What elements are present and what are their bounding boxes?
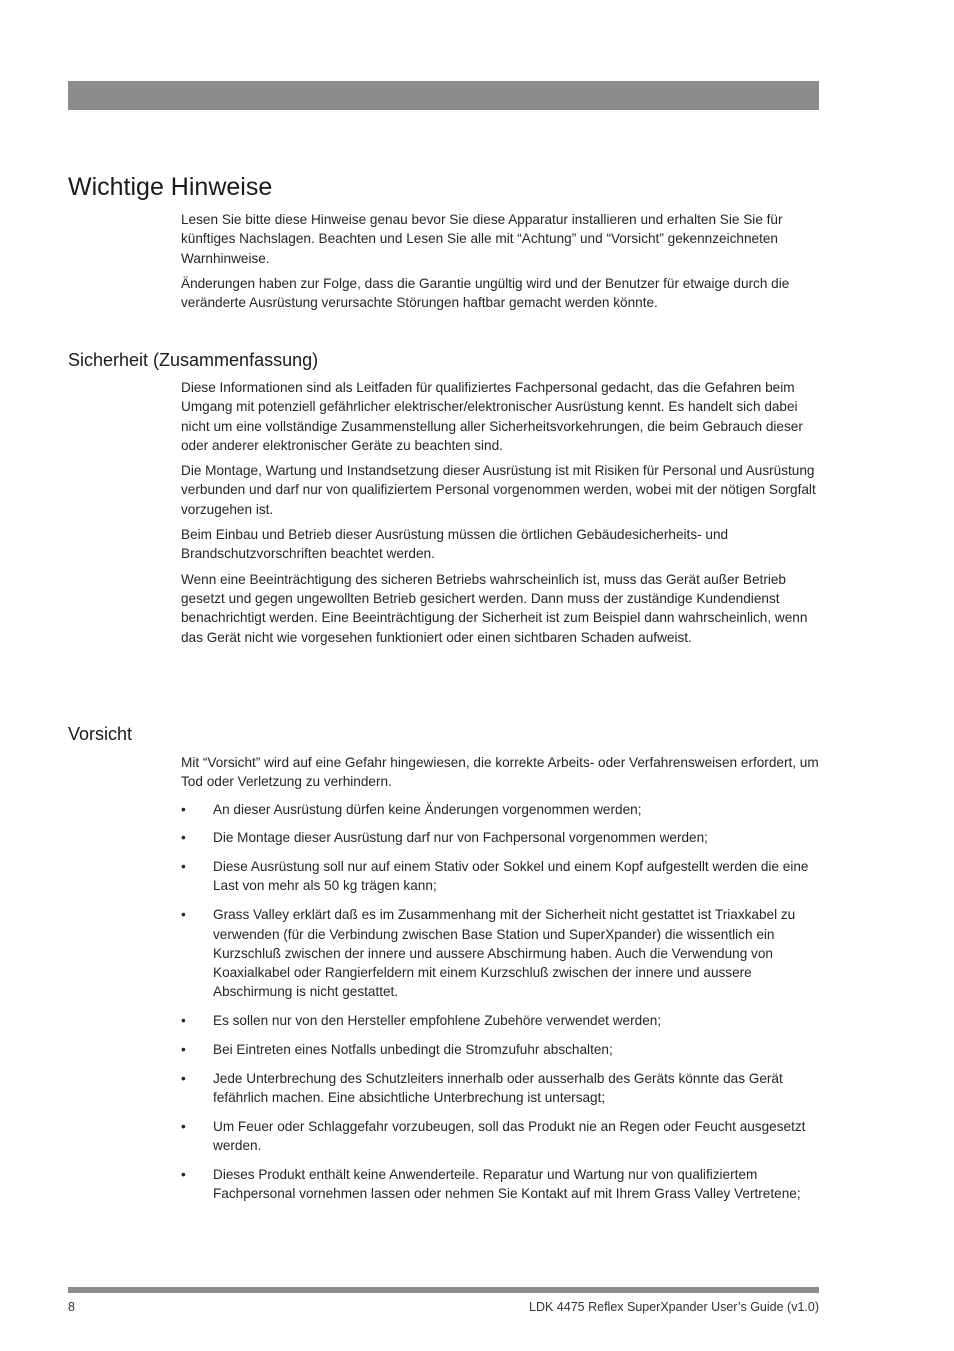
footer-rule-bar: [68, 1287, 819, 1293]
safety-paragraph: Beim Einbau und Betrieb dieser Ausrüstung müssen die örtlichen Gebäudesicherheits- und Brandschutzvorschriften beachtet werden.: [181, 527, 729, 562]
list-item: [181, 857, 819, 896]
list-item: [181, 1069, 819, 1108]
list-item: [181, 1011, 819, 1030]
bullet-icon: •: [181, 1118, 186, 1134]
intro-paragraph: Lesen Sie bitte diese Hinweise genau bevor Sie diese Apparatur installieren und erhalten Sie Sie für künftiges Nachslagen. Beachten und Lesen Sie alle mit “Achtung” und “Vorsicht” gekennzeichneten Warnhinweise.: [181, 212, 783, 266]
list-item-text: Um Feuer oder Schlaggefahr vorzubeugen, soll das Produkt nie an Regen oder Feucht ausgesetzt werden.: [213, 1118, 806, 1154]
section-heading-caution: Vorsicht: [68, 724, 133, 744]
safety-paragraph: Wenn eine Beeinträchtigung des sicheren Betriebs wahrscheinlich ist, muss das Gerät außer Betrieb gesetzt und gegen ungewollten Betrieb gesichert werden. Dann muss der zuständige Kundendienst benachrichtigt werden. Eine Beeinträchtigung der Sicherheit ist zum Beispiel dann wahrscheinlich, wenn das Gerät nicht wie vorgesehen funktioniert oder einen sichtbaren Schaden aufweist.: [181, 571, 808, 645]
caution-section: [181, 753, 819, 1213]
bullet-icon: •: [181, 801, 186, 817]
document-title: LDK 4475 Reflex SuperXpander User’s Guide (v1.0): [529, 1300, 819, 1314]
section-heading-safety: Sicherheit (Zusammenfassung): [68, 350, 319, 370]
list-item-text: Grass Valley erklärt daß es im Zusammenhang mit der Sicherheit nicht gestattet ist Triaxkabel zu verwenden (für die Verbindung zwischen Base Station und SuperXpander) die wissentlich ein Kurzschluß zwischen der innere und aussere Abschirmung haben. Auch die Verwendung von Koaxialkabel oder Rangierfeldern mit einem Kurzschluß zwischen der innere und aussere Abschirmung is nicht gestattet.: [213, 907, 796, 1000]
header-rule-bar: [68, 81, 819, 110]
bullet-icon: •: [181, 1167, 186, 1183]
list-item: [181, 1040, 819, 1059]
bullet-icon: •: [181, 1042, 186, 1058]
list-item-text: Diese Ausrüstung soll nur auf einem Stativ oder Sokkel und einem Kopf aufgestellt werden die eine Last von mehr als 50 kg trägen kann;: [213, 859, 809, 894]
list-item-text: An dieser Ausrüstung dürfen keine Änderungen vorgenommen werden;: [213, 801, 642, 817]
list-item: [181, 800, 819, 819]
safety-paragraph: Die Montage, Wartung und Instandsetzung dieser Ausrüstung ist mit Risiken für Personal und Ausrüstung verbunden und darf nur von qualifiziertem Personal vorgenommen werden, wobei mit der nötigen Sorgfalt vorzugehen ist.: [181, 463, 816, 517]
bullet-icon: •: [181, 859, 186, 875]
list-item-text: Bei Eintreten eines Notfalls unbedingt die Stromzufuhr abschalten;: [213, 1042, 613, 1058]
intro-paragraph: Änderungen haben zur Folge, dass die Garantie ungültig wird und der Benutzer für etwaige durch die veränderte Ausrüstung verursachte Störungen haftbar gemacht werden könnte.: [181, 275, 790, 311]
intro-section: [181, 210, 819, 318]
bullet-icon: •: [181, 907, 186, 923]
bullet-icon: •: [181, 1013, 186, 1029]
bullet-icon: •: [181, 1070, 186, 1086]
list-item-text: Dieses Produkt enthält keine Anwenderteile. Reparatur und Wartung nur von qualifiziertem Fachpersonal vornehmen lassen oder nehmen Sie Kontakt auf mit Ihrem Grass Valley Vertretene;: [213, 1167, 801, 1202]
safety-paragraph: Diese Informationen sind als Leitfaden für qualifiziertes Fachpersonal gedacht, das die Gefahren beim Umgang mit potenziell gefährlicher elektrischer/elektronischer Ausrüstung kennt. Es handelt sich dabei nicht um eine vollständige Zusammenstellung aller Sicherheitsvorkehrungen, die beim Gebrauch dieser oder anderer elektronischer Geräte zu beachten sind.: [181, 380, 803, 453]
list-item-text: Es sollen nur von den Hersteller empfohlene Zubehöre verwendet werden;: [213, 1013, 662, 1029]
list-item: [181, 905, 819, 1001]
page-number: 8: [68, 1300, 75, 1314]
safety-section: [181, 378, 819, 653]
bullet-icon: •: [181, 830, 186, 846]
caution-intro: Mit “Vorsicht” wird auf eine Gefahr hingewiesen, die korrekte Arbeits- oder Verfahrensweisen erfordert, um Tod oder Verletzung zu verhindern.: [181, 755, 819, 790]
list-item-text: Die Montage dieser Ausrüstung darf nur von Fachpersonal vorgenommen werden;: [213, 830, 708, 846]
caution-list: [181, 800, 819, 1204]
page-heading: Wichtige Hinweise: [68, 173, 273, 201]
list-item: [181, 1165, 819, 1204]
list-item-text: Jede Unterbrechung des Schutzleiters innerhalb oder ausserhalb des Geräts könnte das Gerät fefährlich machen. Eine absichtliche Unterbrechung ist untersagt;: [213, 1070, 783, 1106]
list-item: [181, 1117, 819, 1156]
list-item: [181, 828, 819, 847]
